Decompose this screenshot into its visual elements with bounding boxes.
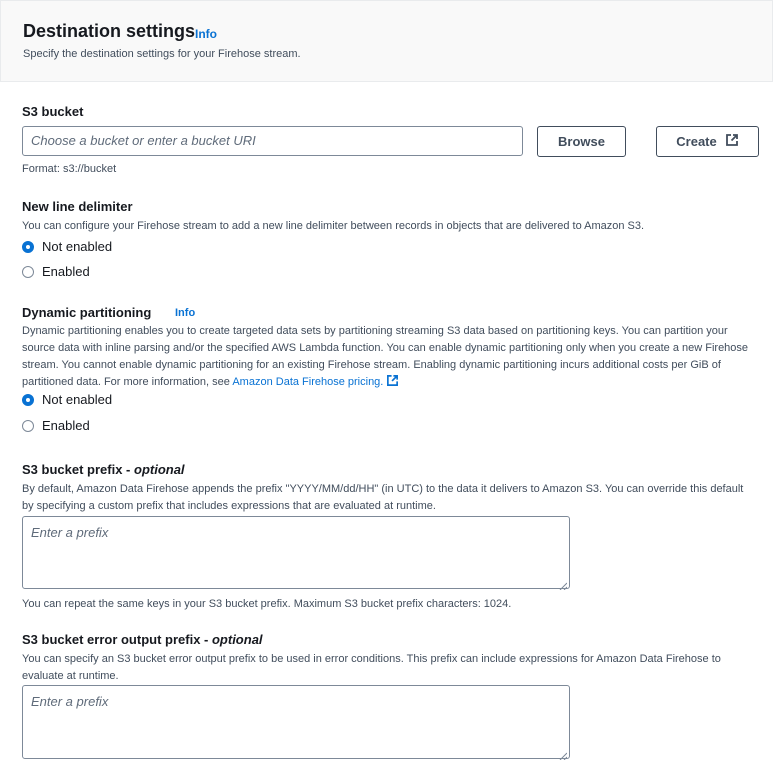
optional-tag: optional (211, 632, 263, 647)
dynamic-partitioning-option-not-enabled[interactable] (22, 392, 112, 407)
s3-bucket-label: S3 bucket (22, 104, 84, 119)
dynamic-partitioning-option-enabled[interactable] (22, 418, 90, 433)
error-prefix-label: S3 bucket error output prefix - optional (22, 632, 263, 647)
error-prefix-textarea[interactable] (22, 685, 570, 759)
new-line-delimiter-option-enabled[interactable] (22, 264, 90, 279)
radio-selected-icon[interactable] (22, 241, 34, 253)
error-prefix-placeholder: Enter a prefix (31, 694, 109, 709)
s3-bucket-input[interactable]: Choose a bucket or enter a bucket URI (22, 126, 523, 156)
section-subtitle: Specify the destination settings for your Firehose stream. (23, 48, 301, 60)
bucket-prefix-description: By default, Amazon Data Firehose appends the prefix "YYYY/MM/dd/HH" (in UTC) to the data it delivers to Amazon S3. You can override this default by specifying a custom prefix that includes expressions that are evaluated at runtime. (22, 483, 744, 512)
bucket-prefix-placeholder: Enter a prefix (31, 525, 109, 540)
section-header (0, 0, 773, 82)
pricing-link[interactable]: Amazon Data Firehose pricing. (232, 376, 384, 388)
dynamic-partitioning-label: Dynamic partitioning (22, 305, 152, 320)
error-prefix-description: You can specify an S3 bucket error output prefix to be used in error conditions. This prefix can include expressions for Amazon Data Firehose to evaluate at runtime. (22, 653, 721, 682)
radio-unselected-icon[interactable] (22, 420, 34, 432)
create-bucket-button[interactable] (656, 126, 759, 157)
external-link-icon (725, 133, 739, 150)
bucket-prefix-textarea[interactable] (22, 516, 570, 589)
dynamic-partitioning-info-link[interactable]: Info (175, 307, 196, 319)
bucket-prefix-label: S3 bucket prefix - optional (22, 462, 185, 477)
dynamic-partitioning-description (22, 323, 757, 393)
section-title: Destination settings (23, 21, 196, 41)
option-label: Enabled (42, 264, 90, 279)
error-prefix-label-text: S3 bucket error output prefix (22, 632, 201, 647)
bucket-format-hint: Format: s3://bucket (22, 163, 117, 175)
optional-tag: optional (134, 462, 185, 477)
option-label: Not enabled (42, 239, 113, 254)
new-line-delimiter-description: You can configure your Firehose stream to add a new line delimiter between records in objects that are delivered to Amazon S3. (22, 220, 645, 232)
bucket-prefix-label-text: S3 bucket prefix (22, 462, 123, 477)
option-label: Not enabled (42, 392, 113, 407)
bucket-prefix-hint: You can repeat the same keys in your S3 bucket prefix. Maximum S3 bucket prefix characters: 1024. (22, 598, 512, 610)
radio-selected-icon[interactable] (22, 394, 34, 406)
new-line-delimiter-label: New line delimiter (22, 199, 133, 214)
dynamic-partitioning-text: Dynamic partitioning enables you to create targeted data sets by partitioning streaming S3 data based on partitioning keys. You can partition your source data with inline parsing and/or the specified AWS Lambda function. You can enable dynamic partitioning only when you create a new Firehose stream. You cannot enable dynamic partitioning for an existing Firehose stream. Enabling dynamic partitioning incurs additional costs per GiB of partitioned data. For more information, see (22, 325, 749, 388)
external-link-icon (386, 374, 399, 393)
resize-handle-icon[interactable] (559, 748, 567, 756)
browse-button[interactable] (537, 126, 626, 157)
option-label: Enabled (42, 418, 90, 433)
resize-handle-icon[interactable] (559, 578, 567, 586)
radio-unselected-icon[interactable] (22, 266, 34, 278)
browse-button-label: Browse (558, 134, 605, 149)
title-info-link[interactable]: Info (195, 27, 217, 41)
create-button-label: Create (676, 134, 717, 149)
new-line-delimiter-option-not-enabled[interactable] (22, 239, 112, 254)
